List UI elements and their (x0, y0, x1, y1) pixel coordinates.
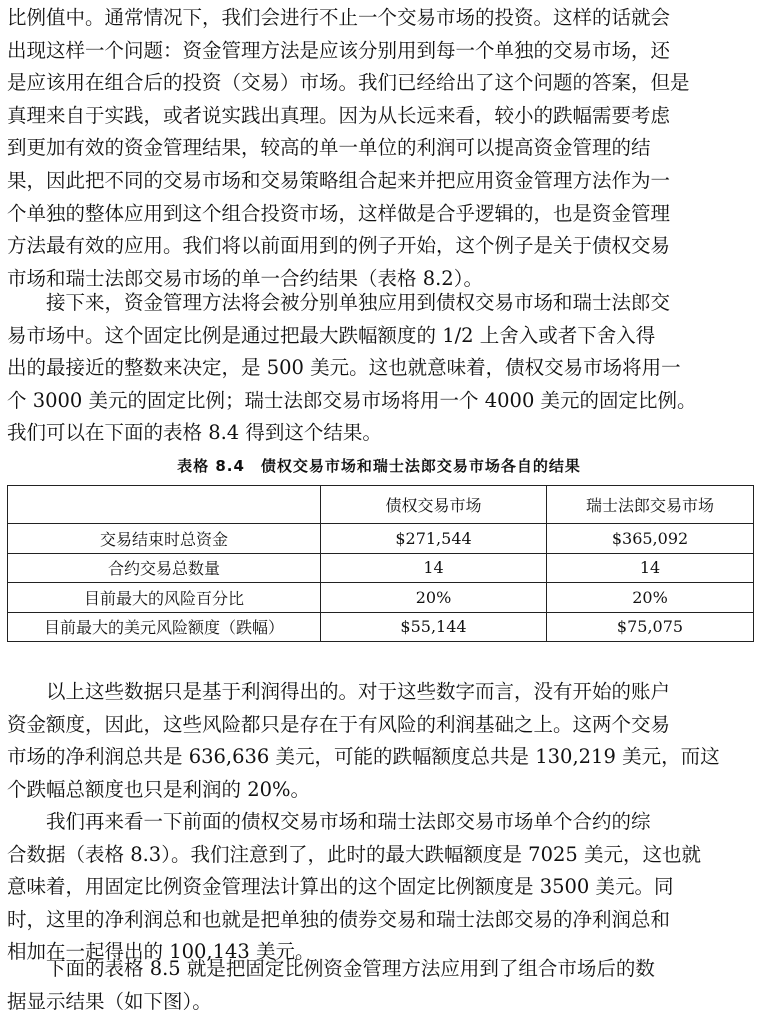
table-row (8, 583, 754, 613)
results-table (7, 485, 754, 642)
text-line: 市场和瑞士法郎交易市场的单一合约结果（表格 8.2）。 (7, 266, 483, 290)
text-line: 方法最有效的应用。我们将以前面用到的例子开始，这个例子是关于债权交易 (7, 234, 671, 258)
text-line: 是应该用在组合后的投资（交易）市场。我们已经给出了这个问题的答案，但是 (7, 71, 690, 95)
paragraph-3 (7, 676, 751, 806)
table-header-cell: 瑞士法郎交易市场 (547, 486, 754, 524)
table-cell: 20% (547, 583, 754, 613)
paragraph-1 (7, 2, 751, 295)
text-line: 接下来，资金管理方法将会被分别单独应用到债权交易市场和瑞士法郎交 (7, 291, 671, 314)
paragraph-2 (7, 287, 751, 450)
paragraph-5 (7, 953, 751, 1018)
table-cell: 目前最大的美元风险额度（跌幅） (8, 612, 321, 642)
text-line: 据显示结果（如下图）。 (7, 989, 212, 1013)
table-cell: $75,075 (547, 612, 754, 642)
text-line: 个单独的整体应用到这个组合投资市场，这样做是合乎逻辑的，也是资金管理 (7, 201, 671, 225)
table-cell: $271,544 (321, 524, 547, 554)
paragraph-4 (7, 806, 751, 969)
text-line: 我们可以在下面的表格 8.4 得到这个结果。 (7, 421, 382, 445)
table-cell: 14 (321, 553, 547, 583)
table-cell: 20% (321, 583, 547, 613)
text-line: 意味着，用固定比例资金管理法计算出的这个固定比例额度是 3500 美元。同 (7, 875, 674, 899)
text-line: 出的最接近的整数来决定，是 500 美元。这也就意味着，债权交易市场将用一 (7, 356, 681, 380)
text-line: 以上这些数据只是基于利润得出的。对于这些数字而言，没有开始的账户 (7, 680, 671, 703)
table-header-cell (8, 486, 321, 524)
table-header-cell: 债权交易市场 (321, 486, 547, 524)
table-row (8, 553, 754, 583)
text-line: 资金额度，因此，这些风险都只是存在于有风险的利润基础之上。这两个交易 (7, 712, 671, 736)
table-cell: 14 (547, 553, 754, 583)
text-line: 到更加有效的资金管理结果，较高的单一单位的利润可以提高资金管理的结 (7, 136, 651, 160)
table-header-row (8, 486, 754, 524)
table-cell: 合约交易总数量 (8, 553, 321, 583)
text-line: 个跌幅总额度也只是利润的 20%。 (7, 777, 311, 801)
text-line: 易市场中。这个固定比例是通过把最大跌幅额度的 1/2 上舍入或者下舍入得 (7, 323, 656, 347)
table-cell: 交易结束时总资金 (8, 524, 321, 554)
text-line: 出现这样一个问题：资金管理方法是应该分别用到每一个单独的交易市场，还 (7, 38, 671, 62)
text-line: 下面的表格 8.5 就是把固定比例资金管理方法应用到了组合市场后的数 (7, 957, 655, 980)
table-cell: $55,144 (321, 612, 547, 642)
table-cell: 目前最大的风险百分比 (8, 583, 321, 613)
text-line: 合数据（表格 8.3）。我们注意到了，此时的最大跌幅额度是 7025 美元，这也就 (7, 842, 701, 866)
text-line: 个 3000 美元的固定比例；瑞士法郎交易市场将用一个 4000 美元的固定比例。 (7, 388, 697, 412)
table-row (8, 612, 754, 642)
text-line: 市场的净利润总共是 636,636 美元，可能的跌幅额度总共是 130,219 美元，而这 (7, 745, 720, 769)
text-line: 相加在一起得出的 100,143 美元。 (7, 940, 315, 964)
text-line: 时，这里的净利润总和也就是把单独的债券交易和瑞士法郎交易的净利润总和 (7, 907, 671, 931)
text-line: 果，因此把不同的交易市场和交易策略组合起来并把应用资金管理方法作为一 (7, 168, 671, 192)
text-line: 我们再来看一下前面的债权交易市场和瑞士法郎交易市场单个合约的综 (7, 810, 651, 833)
table-row (8, 524, 754, 554)
table-cell: $365,092 (547, 524, 754, 554)
table-caption: 表格 8.4 债权交易市场和瑞士法郎交易市场各自的结果 (177, 457, 581, 475)
text-line: 真理来自于实践，或者说实践出真理。因为从长远来看，较小的跌幅需要考虑 (7, 103, 671, 127)
text-line: 比例值中。通常情况下，我们会进行不止一个交易市场的投资。这样的话就会 (7, 6, 671, 29)
